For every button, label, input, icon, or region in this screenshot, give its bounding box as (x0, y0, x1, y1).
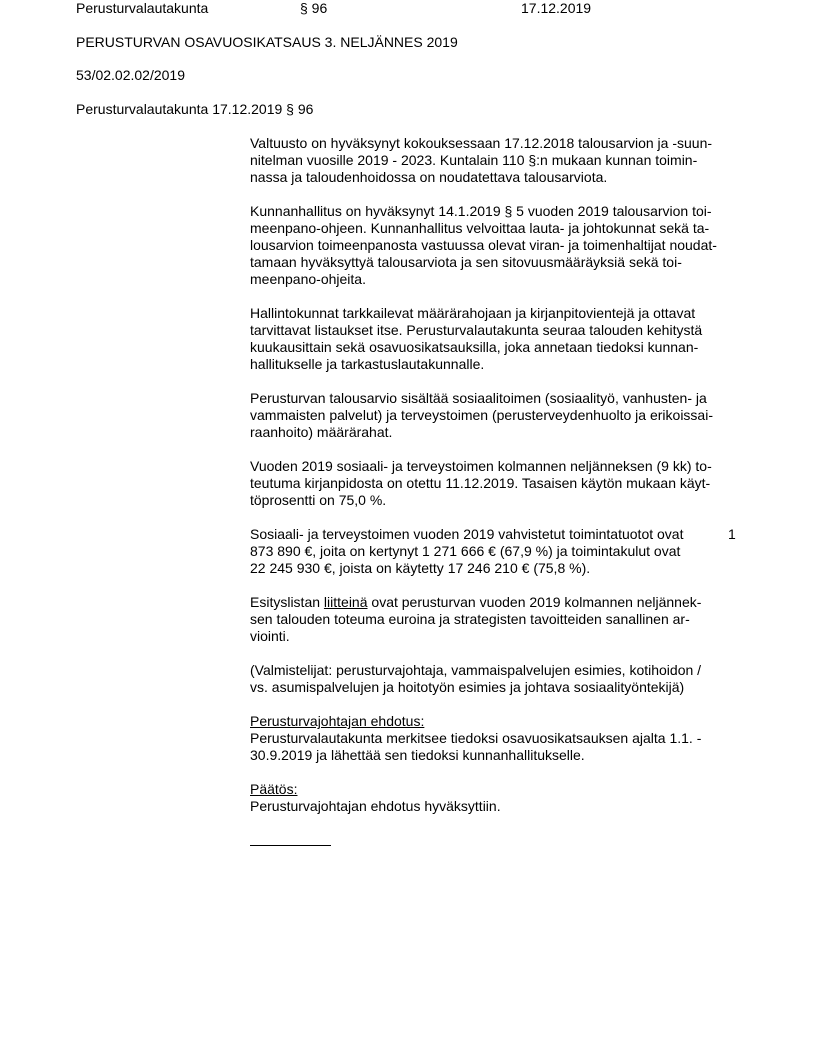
header-committee: Perusturvalautakunta (76, 0, 209, 16)
text-line: hallitukselle ja tarkastuslautakunnalle. (250, 356, 485, 372)
paragraph-budget-contents (250, 390, 740, 441)
text-line: Kunnanhallitus on hyväksynyt 14.1.2019 § 5 vuoden 2019 talousarvion toi- (250, 203, 712, 219)
text-line: Valtuusto on hyväksynyt kokouksessaan 17.12.2018 talousarvion ja -suun- (250, 135, 713, 151)
text-line: Sosiaali- ja terveystoimen vuoden 2019 vahvistetut toimintatuotot ovat (250, 526, 684, 542)
text-line: teutuma kirjanpidosta on otettu 11.12.2019. Tasaisen käytön mukaan käyt- (250, 475, 711, 491)
paragraph-monitoring (250, 305, 740, 373)
text-fragment: Esityslistan (250, 594, 324, 610)
text-line: Perusturvalautakunta merkitsee tiedoksi osavuosikatsauksen ajalta 1.1. - (250, 730, 702, 746)
text-line: raanhoito) määrärahat. (250, 424, 393, 440)
header-section: § 96 (300, 0, 328, 16)
text-line: 30.9.2019 ja lähettää sen tiedoksi kunnanhallitukselle. (250, 747, 585, 763)
text-line: sen talouden toteuma euroina ja strategisten tavoitteiden sanallinen ar- (250, 611, 690, 627)
text-line: Perusturvan talousarvio sisältää sosiaalitoimen (sosiaalityö, vanhusten- ja (250, 390, 707, 406)
text-line: viointi. (250, 628, 290, 644)
text-line: Vuoden 2019 sosiaali- ja terveystoimen kolmannen neljänneksen (9 kk) to- (250, 458, 712, 474)
text-line: tarvittavat listaukset itse. Perusturvalautakunta seuraa talouden kehitystä (250, 322, 703, 338)
text-fragment: ovat perusturvan vuoden 2019 kolmannen neljännek- (367, 594, 702, 610)
paragraph-revenue-costs (250, 526, 740, 577)
decision-heading: Päätös: (250, 781, 298, 797)
proposal-heading: Perusturvajohtajan ehdotus: (250, 713, 425, 729)
paragraph-quarter-realization (250, 458, 740, 509)
attachments-link[interactable]: liitteinä (323, 594, 368, 610)
text-line: lousarvion toimeenpanosta vastuussa olevat viran- ja toimenhaltijat noudat- (250, 237, 717, 253)
document-title: PERUSTURVAN OSAVUOSIKATSAUS 3. NELJÄNNES 2019 (76, 34, 458, 50)
paragraph-implementation-guide (250, 203, 740, 288)
text-line: 873 890 €, joita on kertynyt 1 271 666 € (67,9 %) ja toimintakulut ovat (250, 543, 681, 559)
decision-section (250, 781, 740, 815)
text-line: kuukausittain sekä osavuosikatsauksilla, joka annetaan tiedoksi kunnan- (250, 339, 699, 355)
text-line: tamaan hyväksyttyä talousarviota ja sen sitovuusmääräyksiä sekä toi- (250, 254, 682, 270)
text-line: meenpano-ohjeen. Kunnanhallitus velvoittaa lauta- ja johtokunnat sekä ta- (250, 220, 710, 236)
text-line: nitelman vuosille 2019 - 2023. Kuntalain 110 §:n mukaan kunnan toimin- (250, 152, 698, 168)
wrapped-number-fragment: 1 (728, 526, 736, 542)
decision-text: Perusturvajohtajan ehdotus hyväksyttiin. (250, 798, 501, 814)
text-line: Hallintokunnat tarkkailevat määrärahojaan ja kirjanpitovientejä ja ottavat (250, 305, 696, 321)
proposal-section (250, 713, 740, 764)
text-line: (Valmistelijat: perusturvajohtaja, vammaispalvelujen esimies, kotihoidon / (250, 662, 702, 678)
header-date: 17.12.2019 (521, 0, 592, 16)
text-line (250, 594, 740, 611)
meeting-reference: Perusturvalautakunta 17.12.2019 § 96 (76, 101, 314, 117)
text-line: nassa ja taloudenhoidossa on noudatettava talousarviota. (250, 169, 608, 185)
text-line: 22 245 930 €, joista on käytetty 17 246 210 € (75,8 %). (250, 560, 591, 576)
body-column (250, 135, 740, 832)
paragraph-attachments (250, 594, 740, 645)
paragraph-preparers (250, 662, 740, 696)
text-line: töprosentti on 75,0 %. (250, 492, 387, 508)
text-line: meenpano-ohjeita. (250, 271, 366, 287)
record-number: 53/02.02.02/2019 (76, 67, 185, 83)
signature-line (250, 845, 331, 846)
text-line: vammaisten palvelut) ja terveystoimen (perusterveydenhuolto ja erikoissai- (250, 407, 713, 423)
paragraph-budget-approval (250, 135, 740, 186)
text-line: vs. asumispalvelujen ja hoitotyön esimies ja johtava sosiaalityöntekijä) (250, 679, 685, 695)
